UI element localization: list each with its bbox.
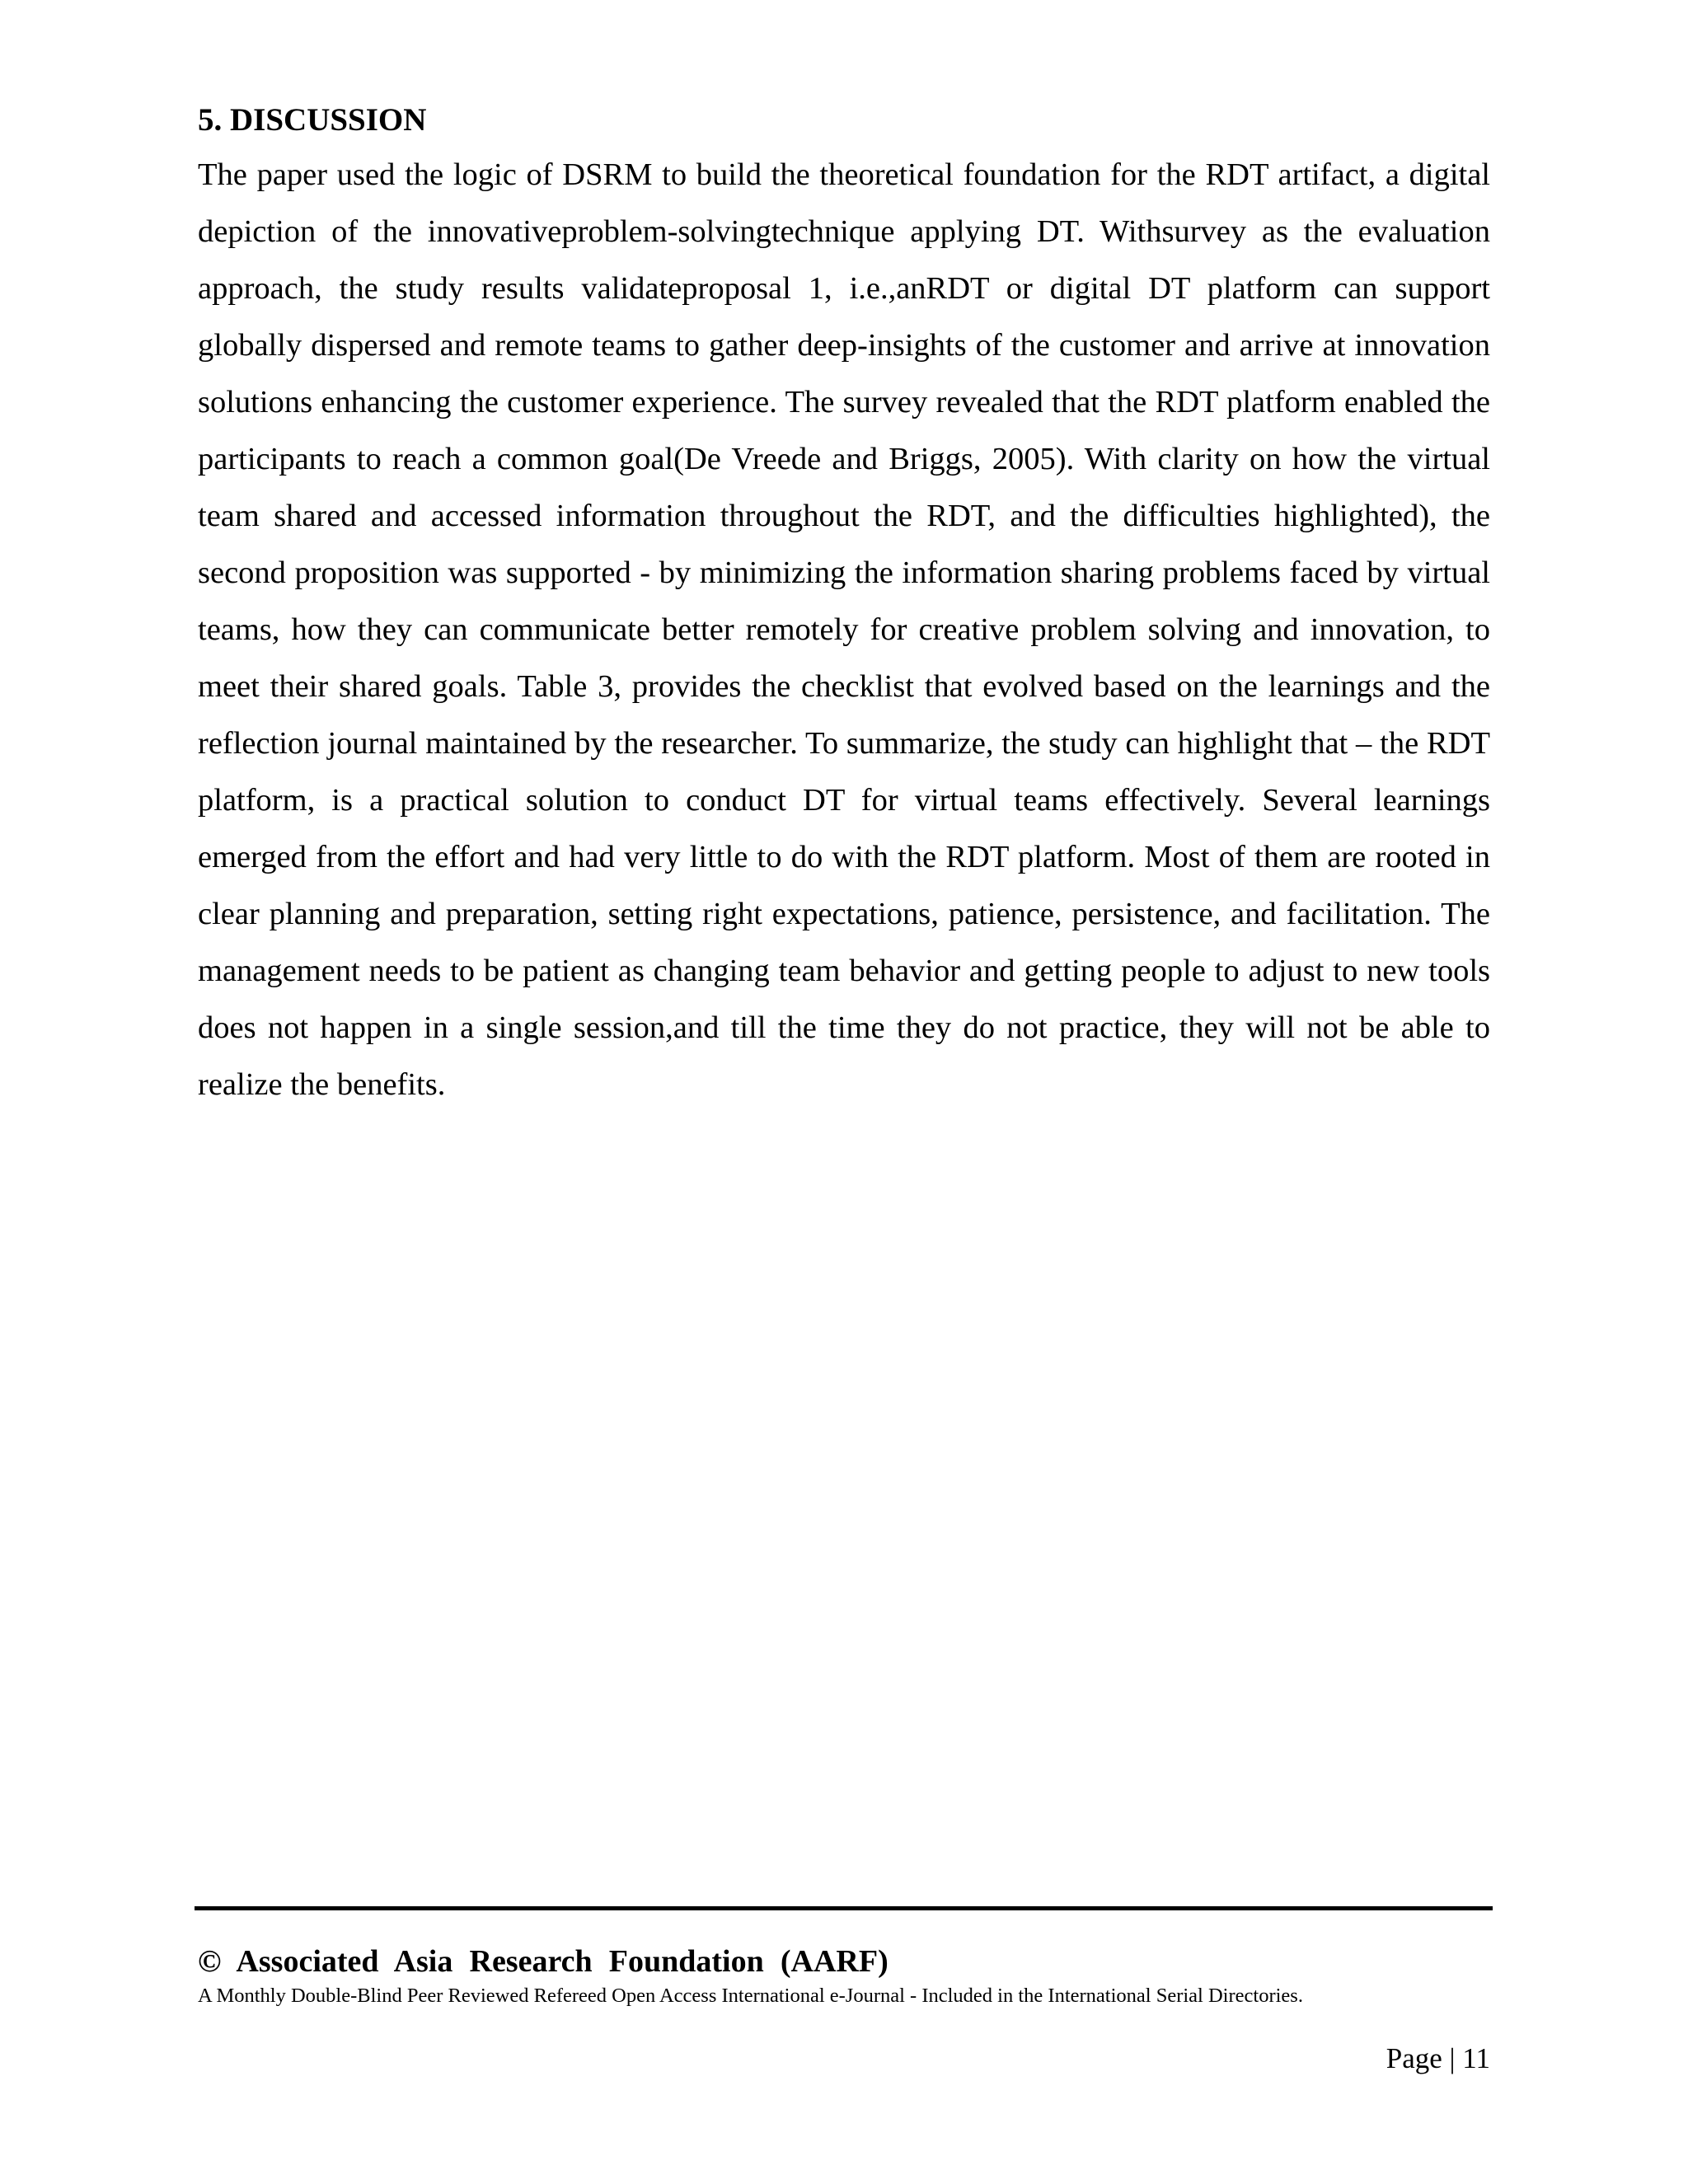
page-number: Page | 11 — [1386, 2042, 1490, 2074]
footer-tagline: A Monthly Double-Blind Peer Reviewed Refereed Open Access International e-Journal - Included in the International Serial Directories. — [198, 1985, 1303, 2007]
footer-copyright: © Associated Asia Research Foundation (AARF) — [198, 1944, 889, 1979]
section-heading: 5. DISCUSSION — [198, 102, 427, 138]
discussion-paragraph: The paper used the logic of DSRM to build the theoretical foundation for the RDT artifact, a digital depiction of the innovativeproblem-solvingtechnique applying DT. Withsurvey as the evaluation approach, the study results validateproposal 1, i.e.,anRDT or digital DT platform can support globally dispersed and remote teams to gather deep-insights of the customer and arrive at innovation solutions enhancing the customer experience. The survey revealed that the RDT platform enabled the participants to reach a common goal(De Vreede and Briggs, 2005). With clarity on how the virtual team shared and accessed information throughout the RDT, and the difficulties highlighted), the second proposition was supported - by minimizing the information sharing problems faced by virtual teams, how they can communicate better remotely for creative problem solving and innovation, to meet their shared goals. Table 3, provides the checklist that evolved based on the learnings and the reflection journal maintained by the researcher. To summarize, the study can highlight that – the RDT platform, is a practical solution to conduct DT for virtual teams effectively. Several learnings emerged from the effort and had very little to do with the RDT platform. Most of them are rooted in clear planning and preparation, setting right expectations, patience, persistence, and facilitation. The management needs to be patient as changing team behavior and getting people to adjust to new tools does not happen in a single session,and till the time they do not practice, they will not be able to realize the benefits. — [198, 157, 1490, 1102]
footer-divider — [195, 1906, 1493, 1910]
